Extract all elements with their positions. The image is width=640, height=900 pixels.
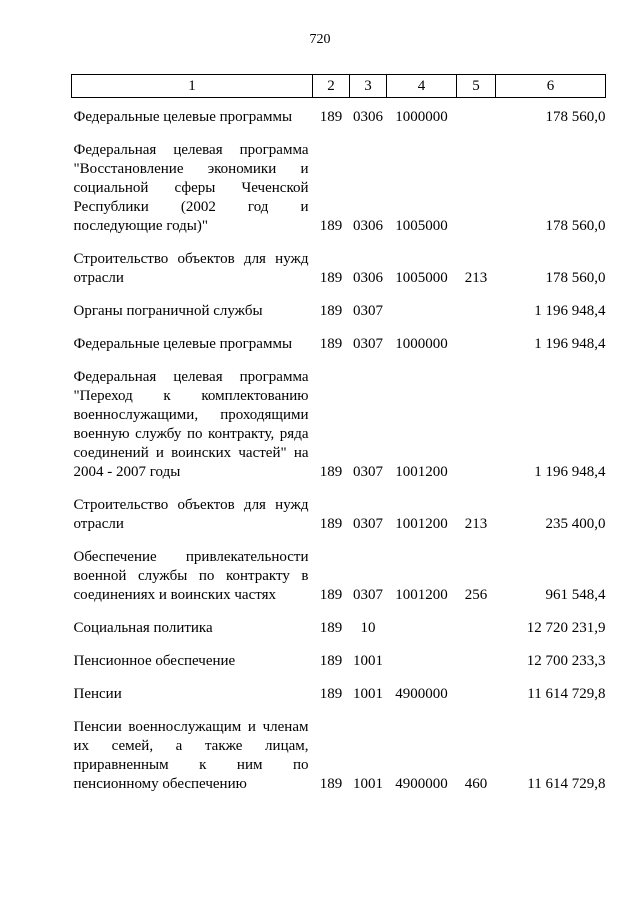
row-ved: 189 bbox=[319, 303, 343, 319]
table-row bbox=[72, 678, 606, 711]
row-rz: 0307 bbox=[353, 587, 383, 603]
row-name: Пенсии военнослужащим и членам их семей, а также лицам, приравненным к ним по пенсионному обеспечению bbox=[73, 719, 309, 792]
row-name: Социальная политика bbox=[73, 620, 213, 636]
row-vr bbox=[457, 134, 496, 243]
row-rz: 0306 bbox=[353, 270, 383, 286]
row-csr: 4900000 bbox=[395, 776, 448, 792]
row-rz: 1001 bbox=[353, 653, 383, 669]
row-amount: 12 700 233,3 bbox=[526, 653, 606, 669]
row-csr: 1000000 bbox=[395, 109, 448, 125]
row-ved: 189 bbox=[319, 776, 343, 792]
row-csr: 1005000 bbox=[395, 270, 448, 286]
row-name: Обеспечение привлекательности военной службы по контракту в соединениях и воинских частях bbox=[73, 549, 309, 603]
table-row bbox=[72, 711, 606, 801]
table-row bbox=[72, 541, 606, 612]
row-csr: 1001200 bbox=[395, 516, 448, 532]
column-header-csr: 4 bbox=[387, 75, 457, 98]
column-header-vr: 5 bbox=[457, 75, 496, 98]
row-name: Федеральные целевые программы bbox=[73, 109, 293, 125]
row-vr: 256 bbox=[464, 587, 488, 603]
row-vr bbox=[457, 361, 496, 489]
row-name: Пенсии bbox=[73, 686, 122, 702]
table-row bbox=[72, 295, 606, 328]
row-ved: 189 bbox=[319, 587, 343, 603]
row-ved: 189 bbox=[319, 653, 343, 669]
row-vr bbox=[457, 295, 496, 328]
row-name: Органы пограничной службы bbox=[73, 303, 263, 319]
row-rz: 0307 bbox=[353, 336, 383, 352]
row-name: Федеральная целевая программа "Переход к комплектованию военнослужащими, проходящими военную службу по контракту, ряда соединений и воинских частей" на 2004 - 2007 годы bbox=[73, 369, 309, 480]
row-rz: 0307 bbox=[353, 516, 383, 532]
row-amount: 961 548,4 bbox=[545, 587, 606, 603]
column-header-rz: 3 bbox=[350, 75, 387, 98]
table-row bbox=[72, 612, 606, 645]
row-vr: 213 bbox=[464, 516, 488, 532]
table-row bbox=[72, 98, 606, 135]
row-vr: 213 bbox=[464, 270, 488, 286]
row-ved: 189 bbox=[319, 620, 343, 636]
row-csr: 1001200 bbox=[395, 587, 448, 603]
row-vr bbox=[457, 645, 496, 678]
row-name: Пенсионное обеспечение bbox=[73, 653, 236, 669]
row-csr: 4900000 bbox=[395, 686, 448, 702]
row-vr: 460 bbox=[464, 776, 488, 792]
row-vr bbox=[457, 678, 496, 711]
row-amount: 1 196 948,4 bbox=[534, 303, 606, 319]
row-ved: 189 bbox=[319, 109, 343, 125]
table-row bbox=[72, 645, 606, 678]
row-ved: 189 bbox=[319, 218, 343, 234]
table-row bbox=[72, 243, 606, 295]
row-amount: 1 196 948,4 bbox=[534, 464, 606, 480]
row-amount: 12 720 231,9 bbox=[526, 620, 606, 636]
row-rz: 0306 bbox=[353, 218, 383, 234]
row-amount: 1 196 948,4 bbox=[534, 336, 606, 352]
row-ved: 189 bbox=[319, 336, 343, 352]
row-rz: 1001 bbox=[353, 686, 383, 702]
column-header-amount: 6 bbox=[496, 75, 606, 98]
row-rz: 0306 bbox=[353, 109, 383, 125]
row-csr: 1005000 bbox=[395, 218, 448, 234]
row-amount: 178 560,0 bbox=[545, 109, 606, 125]
row-amount: 178 560,0 bbox=[545, 218, 606, 234]
column-header-ved: 2 bbox=[313, 75, 350, 98]
row-amount: 235 400,0 bbox=[545, 516, 606, 532]
row-ved: 189 bbox=[319, 686, 343, 702]
row-amount: 11 614 729,8 bbox=[527, 686, 606, 702]
row-name: Строительство объектов для нужд отрасли bbox=[73, 497, 309, 532]
row-csr bbox=[387, 612, 457, 645]
row-rz: 10 bbox=[360, 620, 376, 636]
row-name: Федеральные целевые программы bbox=[73, 336, 293, 352]
row-ved: 189 bbox=[319, 516, 343, 532]
row-csr bbox=[387, 645, 457, 678]
row-rz: 0307 bbox=[353, 303, 383, 319]
row-vr bbox=[457, 98, 496, 135]
row-rz: 1001 bbox=[353, 776, 383, 792]
row-rz: 0307 bbox=[353, 464, 383, 480]
row-csr: 1001200 bbox=[395, 464, 448, 480]
row-vr bbox=[457, 612, 496, 645]
row-ved: 189 bbox=[319, 270, 343, 286]
table-row bbox=[72, 361, 606, 489]
table-row bbox=[72, 328, 606, 361]
header-row bbox=[72, 75, 606, 98]
column-header-name: 1 bbox=[72, 75, 313, 98]
table-row bbox=[72, 134, 606, 243]
row-name: Строительство объектов для нужд отрасли bbox=[73, 251, 309, 286]
row-name: Федеральная целевая программа "Восстановление экономики и социальной сферы Чеченской Республики (2002 год и последующие годы)" bbox=[73, 142, 309, 234]
row-csr: 1000000 bbox=[395, 336, 448, 352]
row-ved: 189 bbox=[319, 464, 343, 480]
row-amount: 178 560,0 bbox=[545, 270, 606, 286]
row-amount: 11 614 729,8 bbox=[527, 776, 606, 792]
table-row bbox=[72, 489, 606, 541]
row-vr bbox=[457, 328, 496, 361]
budget-table bbox=[71, 74, 606, 801]
page-number: 720 bbox=[309, 32, 331, 47]
row-csr bbox=[387, 295, 457, 328]
